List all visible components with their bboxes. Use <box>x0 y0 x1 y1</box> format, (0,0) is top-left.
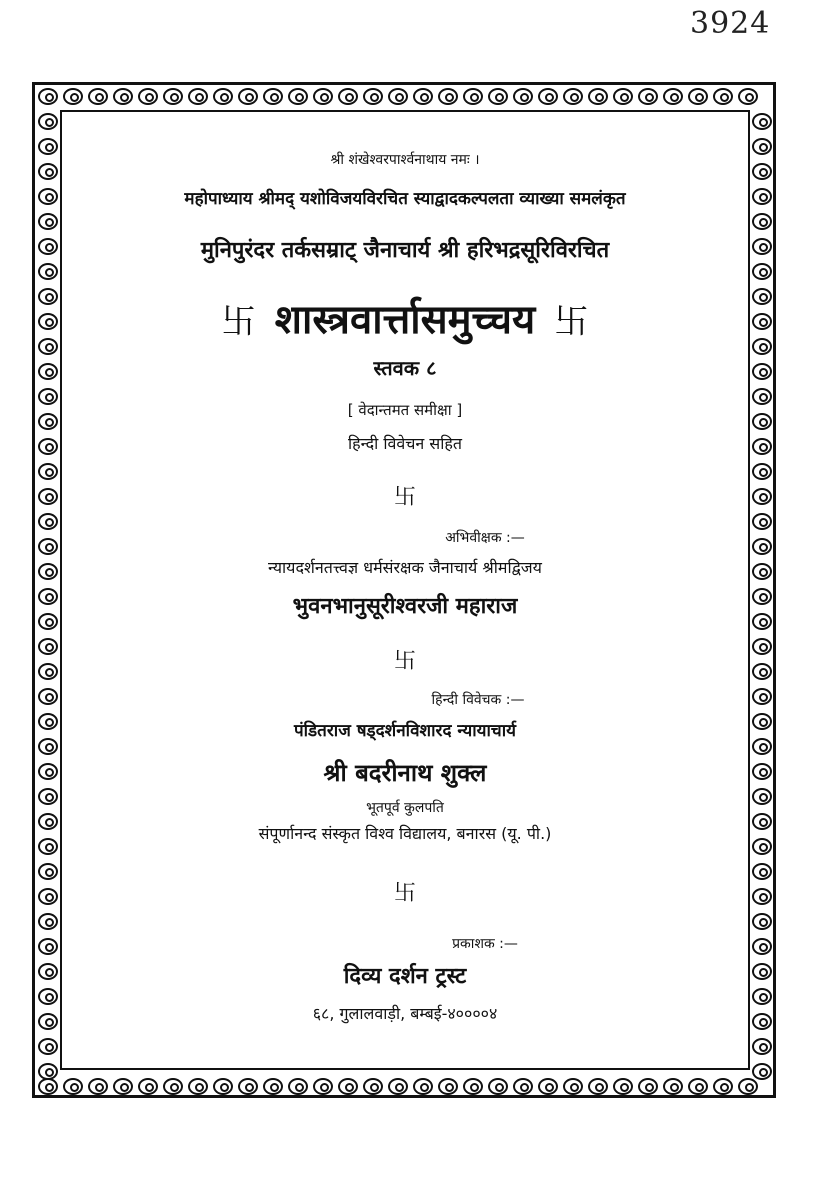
border-bead <box>752 713 772 730</box>
border-bead <box>38 613 58 630</box>
border-bead <box>752 1063 772 1080</box>
border-bead <box>752 613 772 630</box>
border-bead <box>38 1038 58 1055</box>
border-bead <box>752 463 772 480</box>
border-bead <box>752 863 772 880</box>
border-bead <box>752 238 772 255</box>
border-bead <box>188 1078 208 1095</box>
reviewer-name: भुवनभानुसूरीश्वरजी महाराज <box>292 594 518 619</box>
swastika-symbol-left: 卐 <box>221 302 256 342</box>
border-bead <box>38 988 58 1005</box>
border-bead <box>113 1078 133 1095</box>
border-bead <box>263 88 283 105</box>
commentator-role: भूतपूर्व कुलपति <box>366 800 444 816</box>
commentary-line: महोपाध्याय श्रीमद् यशोविजयविरचित स्याद्वादकल्पलता व्याख्या समलंकृत <box>184 189 626 209</box>
border-bead <box>38 738 58 755</box>
border-bead <box>38 913 58 930</box>
border-bead <box>752 638 772 655</box>
border-bead <box>38 588 58 605</box>
border-bead <box>363 1078 383 1095</box>
border-bead <box>752 913 772 930</box>
border-bead <box>38 513 58 530</box>
border-bead <box>738 1078 758 1095</box>
commentator-affiliation: संपूर्णानन्द संस्कृत विश्व विद्यालय, बनारस (यू. पी.) <box>258 824 552 843</box>
border-bead <box>38 163 58 180</box>
border-bead <box>38 838 58 855</box>
border-bead <box>438 1078 458 1095</box>
author-line: मुनिपुरंदर तर्कसम्राट् जैनाचार्य श्री हरिभद्रसूरिविरचित <box>200 238 610 263</box>
divider-symbol-1: 卐 <box>393 485 416 510</box>
border-bead <box>752 813 772 830</box>
divider-symbol-2: 卐 <box>393 649 416 674</box>
border-bead <box>38 663 58 680</box>
book-title: शास्त्रवार्त्तासमुच्चय <box>274 297 536 343</box>
border-bead <box>513 1078 533 1095</box>
reviewer-description: न्यायदर्शनतत्त्वज्ञ धर्मसंरक्षक जैनाचार्य श्रीमद्विजय <box>268 558 542 577</box>
border-bead <box>752 363 772 380</box>
border-bead <box>663 1078 683 1095</box>
border-bead <box>263 1078 283 1095</box>
border-bead <box>752 988 772 1005</box>
border-bead <box>38 713 58 730</box>
border-bead <box>688 1078 708 1095</box>
stavak-number: स्तवक ८ <box>373 356 437 380</box>
border-bead <box>488 88 508 105</box>
border-bead <box>38 113 58 130</box>
border-bead <box>752 438 772 455</box>
publisher-name: दिव्य दर्शन ट्रस्ट <box>343 964 467 989</box>
border-bead <box>752 888 772 905</box>
border-bead <box>313 1078 333 1095</box>
border-bead <box>388 88 408 105</box>
border-bead <box>738 88 758 105</box>
border-bead <box>752 188 772 205</box>
border-bead <box>38 1013 58 1030</box>
border-bead <box>613 1078 633 1095</box>
border-bead <box>38 638 58 655</box>
border-bead <box>752 113 772 130</box>
border-bead <box>752 538 772 555</box>
border-bead <box>563 1078 583 1095</box>
border-bead <box>38 288 58 305</box>
border-bead <box>752 838 772 855</box>
border-bead <box>752 288 772 305</box>
border-bead <box>688 88 708 105</box>
border-bead <box>752 663 772 680</box>
commentator-label: हिन्दी विवेचक :— <box>431 692 525 708</box>
border-bead <box>752 563 772 580</box>
border-bead <box>38 313 58 330</box>
border-bead <box>438 88 458 105</box>
border-bead <box>588 88 608 105</box>
border-bead <box>38 263 58 280</box>
title-block <box>70 290 740 345</box>
border-bead <box>38 338 58 355</box>
swastika-symbol-right: 卐 <box>554 302 589 342</box>
border-bead <box>663 88 683 105</box>
border-bead <box>463 1078 483 1095</box>
publisher-address: ६८, गुलालवाड़ी, बम्बई-४००००४ <box>312 1004 498 1023</box>
border-bead <box>752 413 772 430</box>
border-bead <box>752 763 772 780</box>
publisher-label: प्रकाशक :— <box>452 936 518 952</box>
border-bead <box>752 738 772 755</box>
border-bead <box>363 88 383 105</box>
border-bead <box>38 688 58 705</box>
border-bead <box>752 963 772 980</box>
border-bead <box>38 963 58 980</box>
border-bead <box>338 1078 358 1095</box>
border-bead <box>413 88 433 105</box>
border-bead <box>213 88 233 105</box>
border-bead <box>288 1078 308 1095</box>
border-bead <box>313 88 333 105</box>
border-bead <box>63 1078 83 1095</box>
reviewer-label: अभिवीक्षक :— <box>445 530 525 546</box>
border-bead <box>288 88 308 105</box>
border-bead <box>138 1078 158 1095</box>
border-bead <box>338 88 358 105</box>
commentator-description: पंडितराज षड्दर्शनविशारद न्यायाचार्य <box>294 721 516 741</box>
subject-line: [ वेदान्तमत समीक्षा ] <box>347 401 463 419</box>
border-bead <box>752 338 772 355</box>
border-bead <box>388 1078 408 1095</box>
border-bead <box>638 88 658 105</box>
border-bead <box>213 1078 233 1095</box>
border-bead <box>638 1078 658 1095</box>
border-bead <box>38 938 58 955</box>
border-bead <box>463 88 483 105</box>
border-bead <box>63 88 83 105</box>
border-bead <box>713 1078 733 1095</box>
border-bead <box>38 88 58 105</box>
border-bead <box>38 488 58 505</box>
border-bead <box>38 438 58 455</box>
commentator-name: श्री बदरीनाथ शुक्ल <box>323 759 487 787</box>
border-bead <box>752 388 772 405</box>
border-bead <box>713 88 733 105</box>
border-bead <box>38 363 58 380</box>
border-bead <box>588 1078 608 1095</box>
border-bead <box>752 263 772 280</box>
border-bead <box>413 1078 433 1095</box>
border-bead <box>188 88 208 105</box>
border-bead <box>38 213 58 230</box>
border-bead <box>752 163 772 180</box>
border-bead <box>163 1078 183 1095</box>
handwritten-page-number: 3924 <box>690 6 771 41</box>
border-bead <box>38 788 58 805</box>
border-bead <box>113 88 133 105</box>
border-bead <box>488 1078 508 1095</box>
border-bead <box>38 888 58 905</box>
border-bead <box>38 388 58 405</box>
border-bead <box>752 488 772 505</box>
border-bead <box>38 1078 58 1095</box>
border-bead <box>752 313 772 330</box>
border-bead <box>238 88 258 105</box>
invocation: श्री शंखेश्वरपार्श्वनाथाय नमः । <box>330 152 480 168</box>
border-bead <box>752 513 772 530</box>
border-bead <box>752 588 772 605</box>
hindi-commentary-line: हिन्दी विवेचन सहित <box>348 434 462 453</box>
border-bead <box>752 688 772 705</box>
border-bead <box>538 1078 558 1095</box>
border-bead <box>563 88 583 105</box>
border-bead <box>38 463 58 480</box>
border-bead <box>38 763 58 780</box>
border-bead <box>38 238 58 255</box>
border-bead <box>38 563 58 580</box>
border-bead <box>752 1013 772 1030</box>
border-bead <box>238 1078 258 1095</box>
border-bead <box>752 138 772 155</box>
border-bead <box>38 138 58 155</box>
border-bead <box>752 788 772 805</box>
border-bead <box>38 813 58 830</box>
border-bead <box>752 1038 772 1055</box>
border-bead <box>538 88 558 105</box>
border-bead <box>88 1078 108 1095</box>
divider-symbol-3: 卐 <box>393 881 416 906</box>
border-bead <box>38 863 58 880</box>
border-bead <box>38 1063 58 1080</box>
border-bead <box>138 88 158 105</box>
border-bead <box>88 88 108 105</box>
border-bead <box>38 538 58 555</box>
border-bead <box>513 88 533 105</box>
border-bead <box>163 88 183 105</box>
border-bead <box>613 88 633 105</box>
border-bead <box>38 413 58 430</box>
border-bead <box>38 188 58 205</box>
border-bead <box>752 213 772 230</box>
border-bead <box>752 938 772 955</box>
